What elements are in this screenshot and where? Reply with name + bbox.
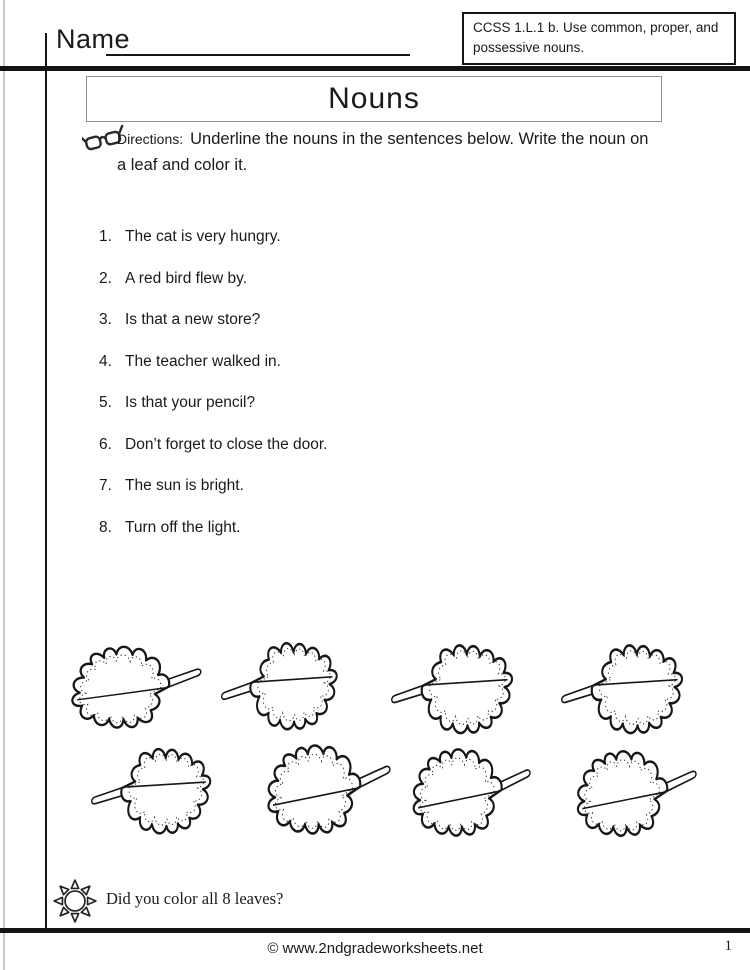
sentence-text: Is that a new store? [125, 311, 261, 328]
leaf-writing-area[interactable] [392, 738, 538, 848]
copyright-text: © www.2ndgradeworksheets.net [267, 940, 483, 957]
sentence-text: Don’t forget to close the door. [125, 435, 328, 453]
sentence-text: The sun is bright. [125, 477, 244, 494]
sentence-item [99, 436, 559, 478]
sentence-text: The cat is very hungry. [125, 228, 281, 245]
ccss-standard-box: CCSS 1.L.1 b. Use common, proper, and possessive nouns. [462, 12, 736, 65]
sentence-text: A red bird flew by. [125, 269, 248, 287]
leaf-writing-area[interactable] [387, 634, 530, 741]
name-fill-in-line[interactable] [106, 54, 410, 56]
sentence-text: Turn off the light. [125, 518, 241, 536]
footer-divider-bar [0, 928, 750, 933]
footer-question: Did you color all 8 leaves? [106, 889, 284, 908]
page-edge-line [3, 0, 5, 970]
margin-rule-line [45, 33, 47, 930]
sentence-item [99, 270, 559, 312]
sentence-item [99, 353, 559, 395]
sentence-number: 7. [99, 477, 112, 494]
sentence-list [99, 228, 559, 560]
page-number: 1 [724, 938, 732, 954]
leaf-writing-area[interactable] [246, 734, 398, 846]
sun-icon [52, 878, 98, 924]
sentence-number: 4. [99, 352, 112, 370]
directions [117, 126, 662, 179]
sentence-item [99, 228, 559, 270]
sentence-number: 1. [99, 228, 112, 245]
leaf-writing-area[interactable] [557, 634, 700, 741]
directions-label: Directions: [117, 131, 184, 147]
leaf-writing-area[interactable] [52, 639, 205, 736]
page-title: Nouns [328, 82, 420, 115]
leaf-writing-area[interactable] [88, 739, 229, 842]
sentence-item [99, 311, 559, 353]
name-label: Name [56, 24, 131, 54]
sentence-number: 5. [99, 394, 112, 411]
sentence-text: Is that your pencil? [125, 394, 256, 411]
sentence-item [99, 477, 559, 519]
sentence-number: 2. [99, 269, 112, 287]
sentence-item [99, 519, 559, 561]
leaf-writing-area[interactable] [218, 633, 355, 738]
directions-text: Underline the nouns in the sentences below. Write the noun on a leaf and color it. [117, 130, 649, 175]
sentence-number: 8. [99, 518, 112, 536]
leaf-writing-area[interactable] [556, 740, 704, 848]
sentence-number: 3. [99, 311, 112, 328]
title-box [86, 76, 662, 122]
sentence-item [99, 394, 559, 436]
sentence-number: 6. [99, 435, 112, 453]
header-divider-bar [0, 66, 750, 71]
sentence-text: The teacher walked in. [125, 352, 281, 370]
